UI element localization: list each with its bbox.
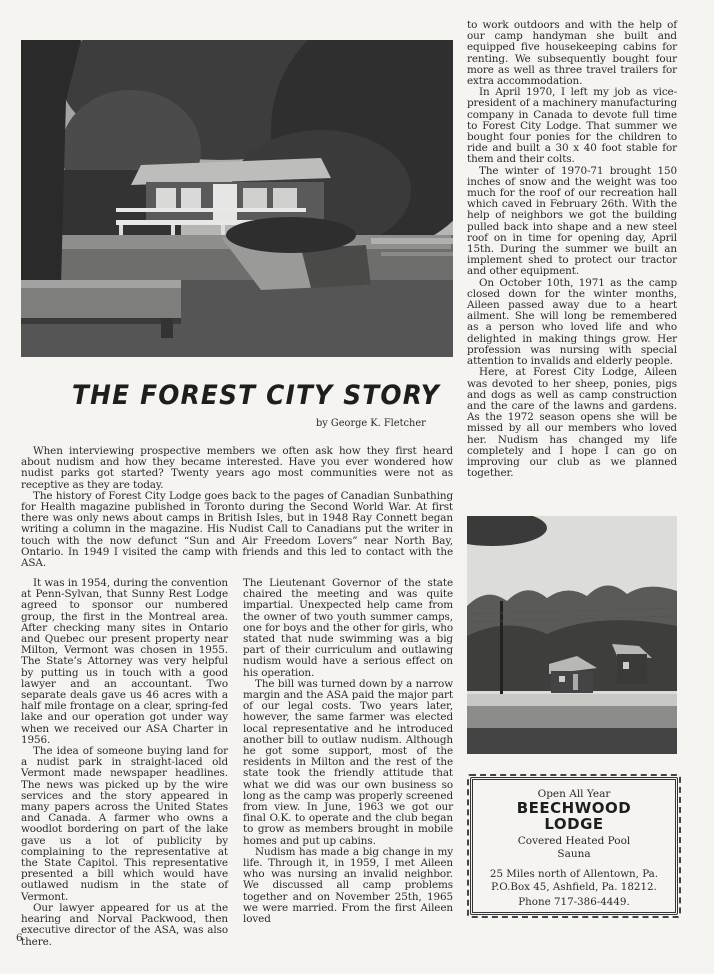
page-number: 6 bbox=[16, 932, 23, 944]
body-paragraph: The bill was turned down by a narrow margin and the ASA paid the major part of our legal costs. Two years later, however, the same farmer was elected local representative and he introduced another bill to outlaw nudism. Although he got some support, most of the residents in Milton and the rest of the state took the friendly attitude that what we did was our own business so long as the camp was properly screened from view. In June, 1963 we got our final O.K. to operate and the club began to grow as members brought in mobile homes and put up cabins. bbox=[243, 677, 453, 847]
article-column-1 bbox=[21, 578, 228, 948]
ad-open-all-year: Open All Year bbox=[537, 788, 611, 800]
intro-paragraph: The history of Forest City Lodge goes back to the pages of Canadian Sunbathing for Health magazine published in Toronto during the Second World War. At first there was only news about camps in British Isles, but in 1948 Ray Connett began writing a column in the magazine. His Nudist Call to Canadians put the writer in touch with the now defunct “Sun and Air Freedom Lovers” near North Bay, Ontario. In 1949 I visited the camp with friends and this led to contact with the ASA. bbox=[21, 489, 453, 570]
article-byline: by George K. Fletcher bbox=[316, 418, 426, 429]
body-paragraph: Our lawyer appeared for us at the hearing and Norval Packwood, then executive director of the ASA, was also there. bbox=[21, 901, 228, 948]
ad-feature-sauna: Sauna bbox=[557, 848, 591, 860]
intro-paragraph: When interviewing prospective members we often ask how they first heard about nudism and how they became interested. Have you ever wondered how nudist parks got started? Twenty years ago most communities were not as receptive as they are today. bbox=[21, 445, 453, 491]
article-column-2 bbox=[243, 578, 453, 925]
ad-brand-name-line2: LODGE bbox=[544, 815, 604, 833]
ad-address-line1: 25 Miles north of Allentown, Pa. bbox=[489, 868, 659, 880]
article-column-3 bbox=[467, 20, 677, 479]
cabins-photo-art bbox=[467, 516, 677, 754]
body-paragraph: On October 10th, 1971 as the camp closed down for the winter months, Aileen passed away due to a heart ailment. She will long be remembered as a person who loved life and who delighted in making things grow. Her profession was nursing with special attention to invalids and elderly people. bbox=[467, 276, 677, 368]
body-paragraph: The idea of someone buying land for a nudist park in straight-laced old Vermont made newspaper headlines. The news was picked up by the wire services and the story appeared in many papers across the United States and Canada. A farmer who owns a woodlot bordering on part of the lake gave us a lot of publicity by complaining to the representative at the State Capitol. This representative presented a bill which would have outlawed nudism in the state of Vermont. bbox=[21, 745, 228, 903]
body-paragraph: Nudism has made a big change in my life. Through it, in 1959, I met Aileen who was nursing an invalid neighbor. We discussed all camp problems together and on November 25th, 1965 we were married. From the first Aileen loved bbox=[243, 845, 453, 926]
ad-phone: Phone 717-386-4449. bbox=[518, 896, 630, 908]
body-paragraph: It was in 1954, during the convention at Penn-Sylvan, that Sunny Rest Lodge agreed to sponsor our numbered group, the first in the Montreal area. After checking many sites in Ontario and Quebec our present property near Milton, Vermont was chosen in 1955. The State’s Attorney was very helpful by putting us in touch with a good lawyer and an accountant. Two separate deals gave us 46 acres with a half mile frontage on a clear, spring-fed lake and our operation got under way when we received our ASA Charter in 1956. bbox=[21, 577, 228, 746]
article-title: THE FOREST CITY STORY bbox=[72, 380, 440, 411]
ad-brand-name: BEECHWOOD bbox=[516, 799, 632, 817]
article-intro bbox=[21, 446, 453, 569]
body-paragraph: Here, at Forest City Lodge, Aileen was devoted to her sheep, ponies, pigs and dogs as well as camp construction and the care of the lawns and gardens. As the 1972 season opens she will be missed by all our members who loved her. Nudism has changed my life completely and I hope I can go on improving our club as we planned together. bbox=[467, 366, 677, 480]
clubhouse-photo-art bbox=[21, 40, 453, 357]
body-paragraph: to work outdoors and with the help of our camp handyman she built and equipped five housekeeping cabins for renting. We subsequently bought four more as well as three travel trailers for extra accommodation. bbox=[467, 19, 677, 88]
clubhouse-photo bbox=[21, 40, 453, 357]
ad-address-line2: P.O.Box 45, Ashfield, Pa. 18212. bbox=[491, 881, 657, 893]
cabins-photo bbox=[467, 516, 677, 754]
body-paragraph: In April 1970, I left my job as vice-president of a machinery manufacturing company in Canada to devote full time to Forest City Lodge. That summer we bought four ponies for the children to ride and built a 30 x 40 foot stable for them and their colts. bbox=[467, 86, 677, 166]
body-paragraph: The winter of 1970-71 brought 150 inches of snow and the weight was too much for the roof of our recreation hall which caved in February 26th. With the help of neighbors we got the building pulled back into shape and a new steel roof on in time for opening day, April 15th. During the summer we built an implement shed to protect our tractor and other equipment. bbox=[467, 164, 677, 278]
ad-feature-pool: Covered Heated Pool bbox=[517, 835, 631, 847]
beechwood-lodge-advertisement bbox=[470, 777, 678, 915]
body-paragraph: The Lieutenant Governor of the state chaired the meeting and was quite impartial. Unexpected help came from the owner of two youth summer camps, one for boys and the other for girls, who stated that nude swimming was a big part of their curriculum and outlawing nudism would have a serious effect on his operation. bbox=[243, 577, 453, 679]
